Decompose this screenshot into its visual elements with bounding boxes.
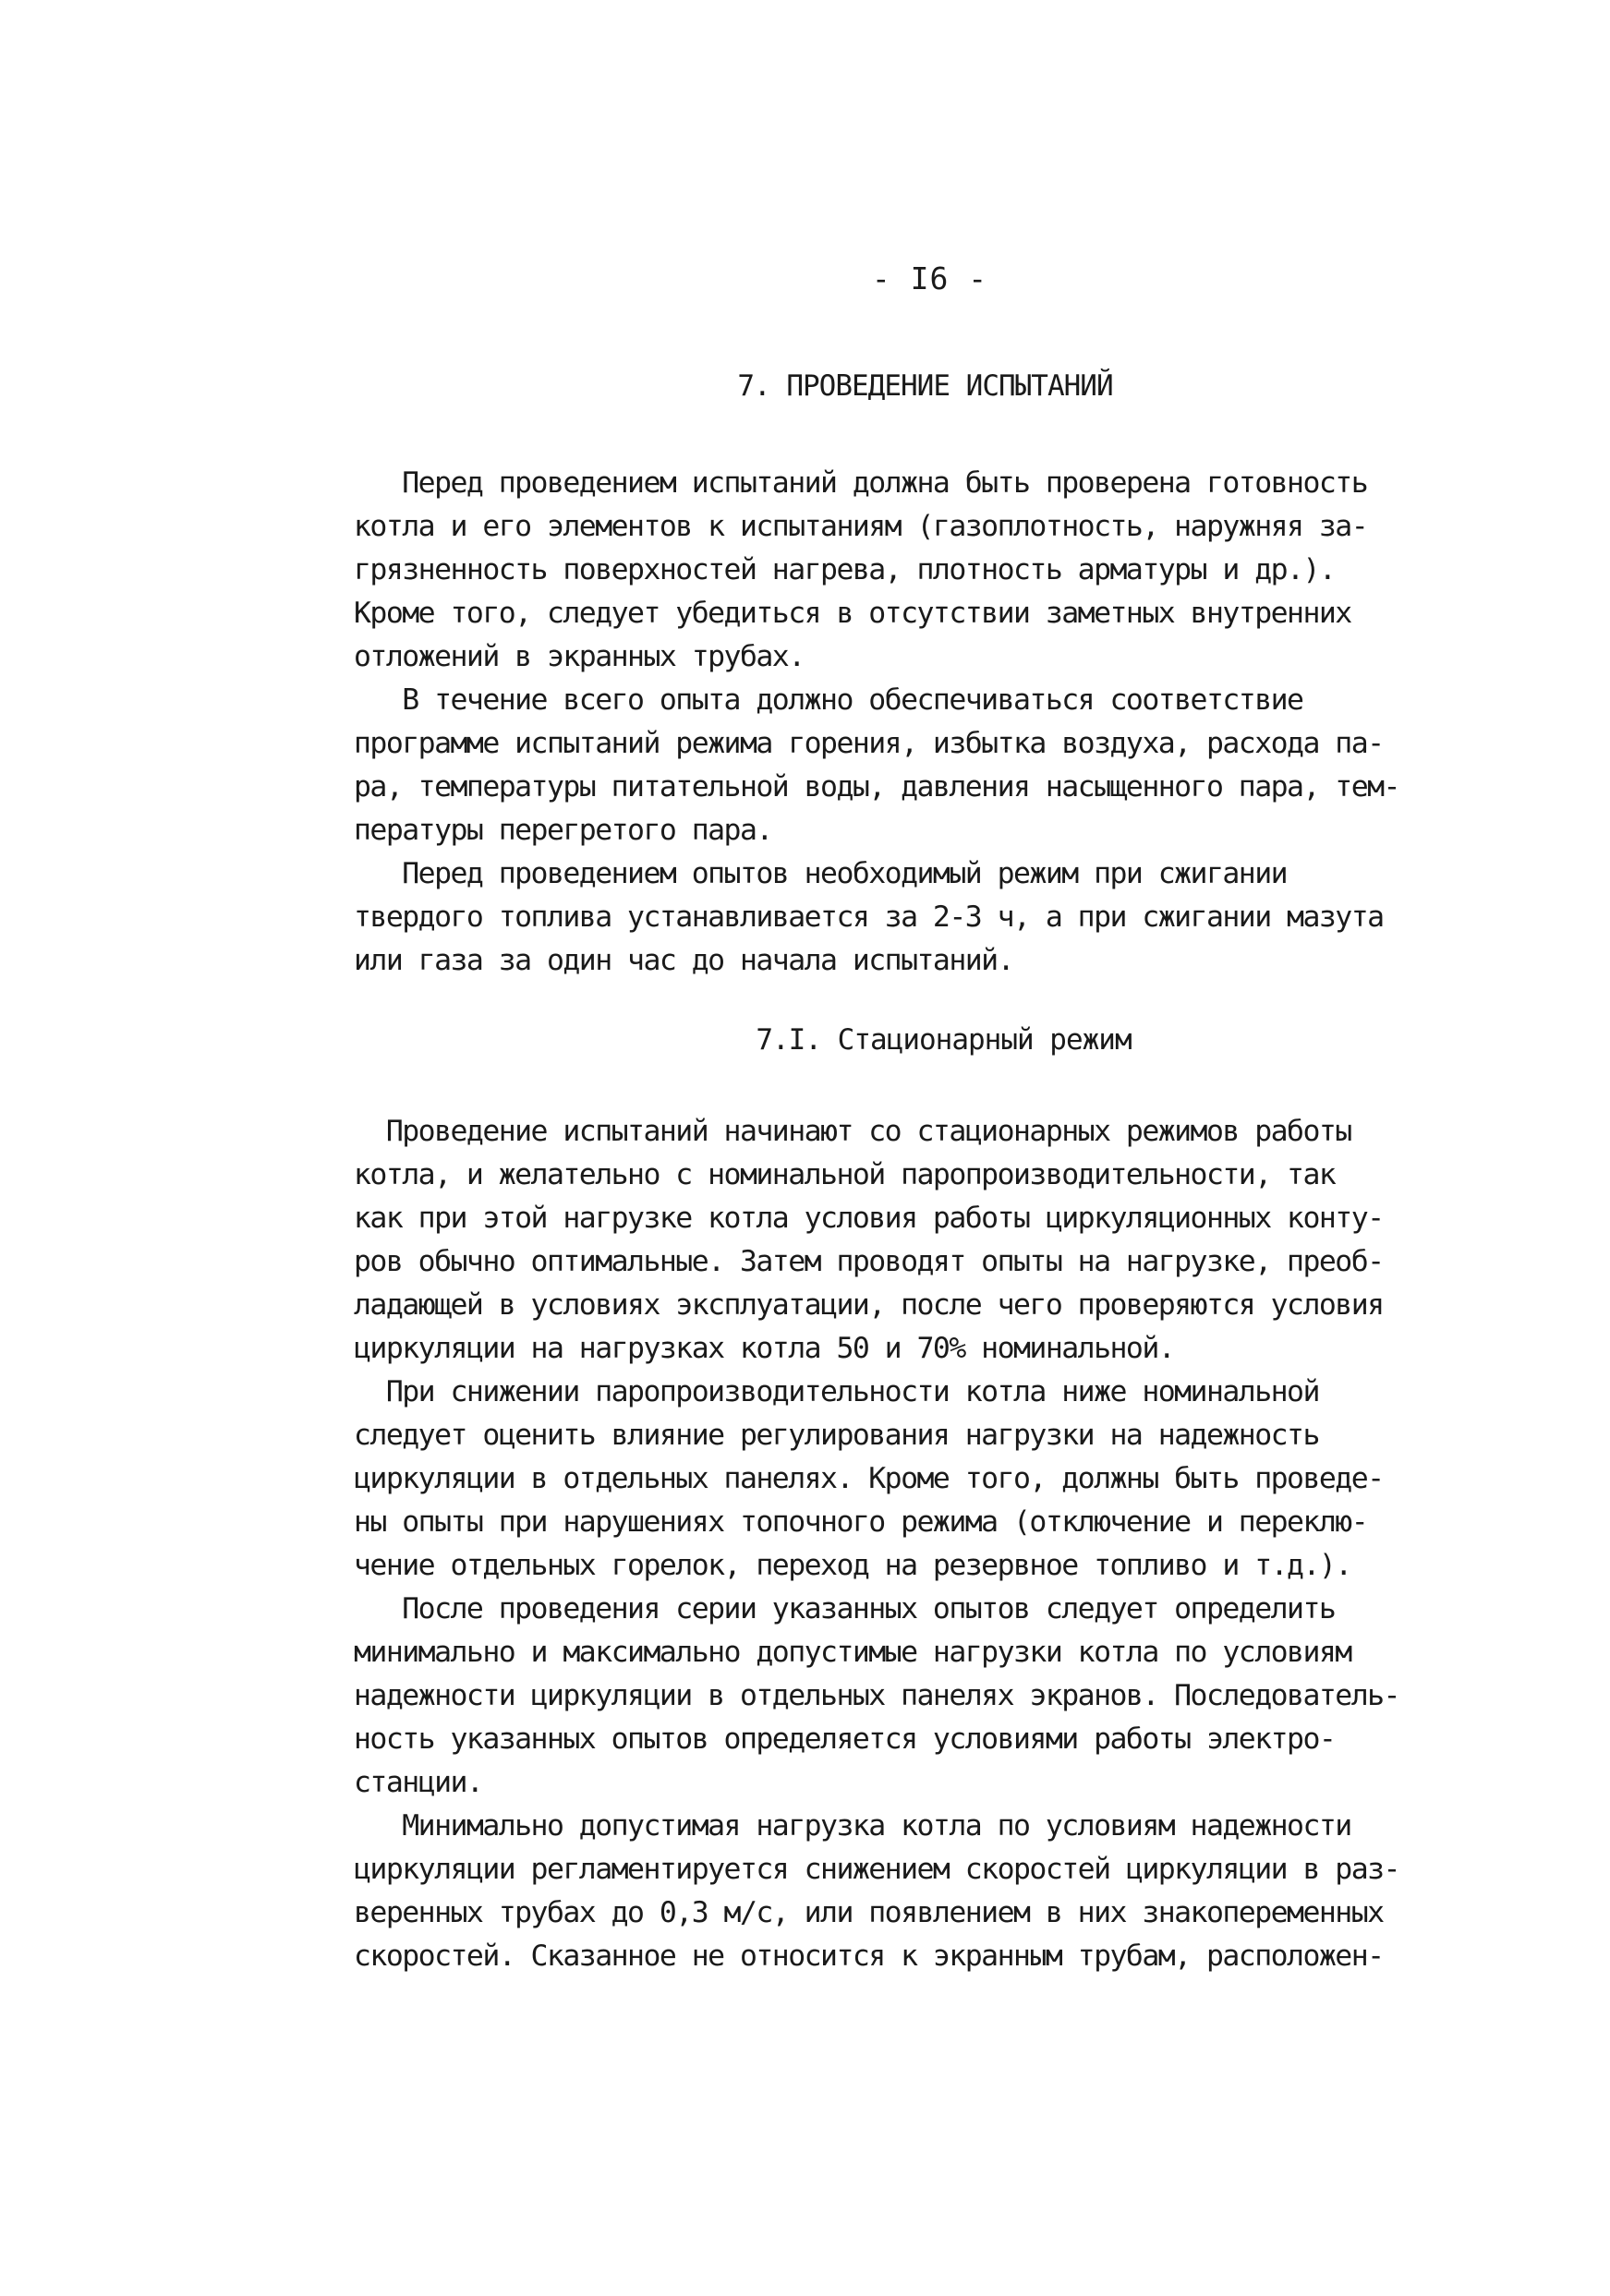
text-line: Перед проведением опытов необходимый режим при сжигании: [354, 857, 1288, 890]
text-line: ладающей в условиях эксплуатации, после чего проверяются условия: [354, 1288, 1384, 1322]
text-line: веренных трубах до 0,3 м/с, или появлением в них знакопеременных: [354, 1896, 1384, 1929]
text-line: отложений в экранных трубах.: [354, 640, 805, 673]
text-line: циркуляции в отдельных панелях. Кроме того, должны быть проведе-: [354, 1462, 1384, 1495]
text-line: следует оценить влияние регулирования нагрузки на надежность: [354, 1419, 1319, 1452]
text-line: ны опыты при нарушениях топочного режима (отключение и переклю-: [354, 1505, 1368, 1539]
text-line: циркуляции на нагрузках котла 50 и 70% номинальной.: [354, 1332, 1175, 1365]
text-line: Кроме того, следует убедиться в отсутствии заметных внутренних: [354, 597, 1351, 630]
text-line: При снижении паропроизводительности котла ниже номинальной: [354, 1375, 1319, 1408]
text-line: или газа за один час до начала испытаний.: [354, 944, 1013, 977]
text-line: ра, температуры питательной воды, давления насыщенного пара, тем-: [354, 770, 1399, 804]
text-line: скоростей. Сказанное не относится к экранным трубам, расположен-: [354, 1940, 1384, 1973]
text-line: котла и его элементов к испытаниям (газоплотность, наружняя за-: [354, 510, 1368, 543]
section-1-body: [354, 462, 1508, 983]
section-2-body: [354, 1110, 1508, 1978]
text-line: станции.: [354, 1766, 483, 1799]
text-line: В течение всего опыта должно обеспечиваться соответствие: [354, 683, 1303, 717]
text-line: Перед проведением испытаний должна быть проверена готовность: [354, 466, 1368, 500]
text-line: твердого топлива устанавливается за 2-3 ч, а при сжигании мазута: [354, 900, 1384, 934]
text-line: После проведения серии указанных опытов следует определить: [354, 1592, 1336, 1625]
text-line: грязненность поверхностей нагрева, плотность арматуры и др.).: [354, 553, 1336, 586]
text-line: пературы перегретого пара.: [354, 814, 772, 847]
section-heading: 7. ПРОВЕДЕНИЕ ИСПЫТАНИЙ: [737, 369, 1113, 403]
text-line: программе испытаний режима горения, избытка воздуха, расхода па-: [354, 727, 1384, 760]
text-line: ров обычно оптимальные. Затем проводят опыты на нагрузке, преоб-: [354, 1245, 1384, 1278]
text-line: чение отдельных горелок, переход на резервное топливо и т.д.).: [354, 1549, 1351, 1582]
text-line: надежности циркуляции в отдельных панелях экранов. Последователь-: [354, 1679, 1399, 1712]
text-line: минимально и максимально допустимые нагрузки котла по условиям: [354, 1636, 1351, 1669]
text-line: котла, и желательно с номинальной паропроизводительности, так: [354, 1158, 1336, 1191]
text-line: как при этой нагрузке котла условия работы циркуляционных конту-: [354, 1202, 1384, 1235]
page-number: - I6 -: [871, 260, 988, 296]
subsection-heading: 7.I. Стационарный режим: [756, 1023, 1132, 1057]
text-line: циркуляции регламентируется снижением скоростей циркуляции в раз-: [354, 1853, 1399, 1886]
text-line: Проведение испытаний начинают со стационарных режимов работы: [354, 1115, 1351, 1148]
text-line: ность указанных опытов определяется условиями работы электро-: [354, 1722, 1336, 1756]
text-line: Минимально допустимая нагрузка котла по условиям надежности: [354, 1809, 1351, 1843]
